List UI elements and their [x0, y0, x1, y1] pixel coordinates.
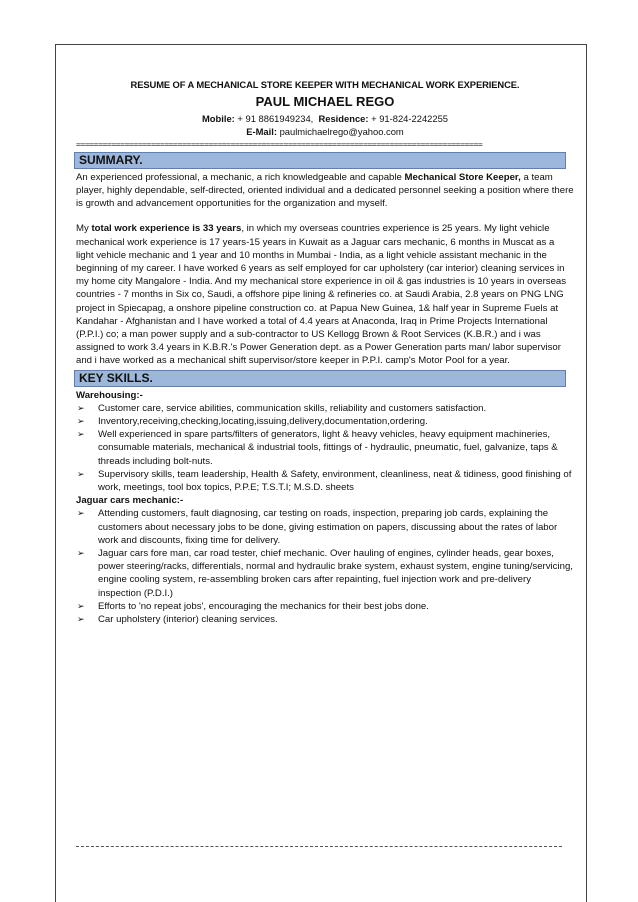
arrow-bullet-icon: ➢	[77, 468, 85, 479]
warehousing-heading: Warehousing:-	[76, 389, 143, 401]
warehousing-list	[76, 402, 574, 494]
arrow-bullet-icon: ➢	[77, 508, 85, 519]
summary-p2-text-c: , in which my overseas countries experience is 25 years. My light vehicle mechanical work experience is 17 years-15 years in Kuwait as a Jaguar cars mechanic, 6 months in Muscat as a light vehicle mechanic and 1 year and 10 months in Mumbai - India, as a light vehicle assistant mechanic in the beginning of my career. I have worked 6 years as self employed for car upholstery (car interior) cleaning services in my home city Mangalore - India. And my mechanical store experience in oil & gas industries is 10 years in overseas countries - 7 months in Six co, Saudi, a offshore pipe lining & refineries co. at Saudi Arabia, 2.8 years on PNG LNG project in Spiecapag, a onshore pipeline construction co. at Papua New Guinea, 1& half year in Supreme Fuels at Kandahar - Afghanistan and I have worked a total of 4.4 years at Anaconda, Iraq in Prime Projects International (P.P.I.) co; a man power supply and a sub-contractor to US Kellogg Brown & Root Services (K.B.R.) and i was assigned to work 3.4 years in K.B.R.'s Power Generation dept. as a Power Generation parts man/ labor supervisor and i have worked as a mechanical shift supervisor/store keeper in P.P.I. camp's Motor Pool for a year.	[76, 223, 567, 367]
summary-paragraph-1	[76, 171, 574, 211]
list-item	[76, 547, 574, 600]
resume-content	[76, 78, 574, 626]
list-item	[76, 600, 574, 613]
jaguar-list	[76, 507, 574, 626]
candidate-name: PAUL MICHAEL REGO	[255, 94, 395, 110]
list-item-text: Well experienced in spare parts/filters of generators, light & heavy vehicles, heavy equipment machineries, consumable materials, mechanical & industrial tools, fittings of - hydraulic, pneumatic, fuel, galvanize, taps & threads including bolt-nuts.	[98, 429, 558, 467]
list-item	[76, 402, 574, 415]
list-item-text: Inventory,receiving,checking,locating,issuing,delivery,documentation,ordering.	[98, 416, 428, 428]
mobile-value: + 91 8861949234,	[234, 113, 314, 125]
arrow-bullet-icon: ➢	[77, 600, 85, 611]
list-item-text: Supervisory skills, team leadership, Health & Safety, environment, cleanliness, neat & tidiness, good finishing of work, meetings, tool box topics, P.P.E; T.S.T.I; M.S.D. sheets	[98, 468, 572, 494]
list-item	[76, 613, 574, 626]
residence-label: Residence:	[318, 113, 369, 125]
summary-p1-text-c: a team player, highly dependable, self-directed, oriented individual and a dedicated personnel seeking a position where there is growth and advancement opportunities for the organization and myself.	[76, 171, 574, 210]
summary-p2-bold: total work experience is 33 years	[91, 223, 242, 235]
email-line	[76, 126, 574, 139]
summary-p1-bold: Mechanical Store Keeper,	[404, 171, 521, 183]
summary-paragraph-2	[76, 222, 574, 367]
list-item-text: Attending customers, fault diagnosing, car testing on roads, inspection, preparing job cards, explaining the customers about necessary jobs to be done, giving estimation on papers, discussing about the rates of labor work and discounts, fixing time for delivery.	[98, 508, 558, 546]
list-item	[76, 415, 574, 428]
arrow-bullet-icon: ➢	[77, 429, 85, 440]
document-title: RESUME OF A MECHANICAL STORE KEEPER WITH MECHANICAL WORK EXPERIENCE.	[130, 79, 520, 90]
list-item	[76, 507, 574, 547]
key-skills-heading: KEY SKILLS.	[74, 370, 566, 387]
phone-line	[76, 113, 574, 126]
jaguar-heading: Jaguar cars mechanic:-	[76, 495, 184, 507]
list-item	[76, 468, 574, 494]
arrow-bullet-icon: ➢	[77, 548, 85, 559]
arrow-bullet-icon: ➢	[77, 402, 85, 413]
footer-divider	[76, 846, 562, 847]
residence-value: + 91-824-2242255	[368, 113, 449, 125]
list-item	[76, 428, 574, 468]
list-item-text: Jaguar cars fore man, car road tester, chief mechanic. Over hauling of engines, cylinder heads, gear boxes, power steering/racks, differentials, normal and hydraulic brake system, exhaust system, engine tuning/servicing, engine cooling system, re-assembling broken cars after repainting, fuel injection work and pre-delivery inspection (P.D.I.)	[98, 548, 573, 599]
summary-heading: SUMMARY.	[74, 152, 566, 169]
email-label: E-Mail:	[246, 126, 277, 137]
summary-p1-text-a: An experienced professional, a mechanic, a rich knowledgeable and capable	[76, 171, 405, 183]
arrow-bullet-icon: ➢	[77, 416, 85, 427]
mobile-label: Mobile:	[201, 113, 235, 125]
arrow-bullet-icon: ➢	[77, 614, 85, 625]
summary-p2-text-a: My	[76, 223, 92, 235]
header-divider: ============================================================================================	[76, 139, 483, 149]
list-item-text: Efforts to 'no repeat jobs', encouraging the mechanics for their best jobs done.	[98, 600, 429, 612]
list-item-text: Customer care, service abilities, communication skills, reliability and customers satisfaction.	[98, 402, 487, 414]
email-value: paulmichaelrego@yahoo.com	[276, 126, 404, 137]
list-item-text: Car upholstery (interior) cleaning services.	[98, 614, 278, 626]
